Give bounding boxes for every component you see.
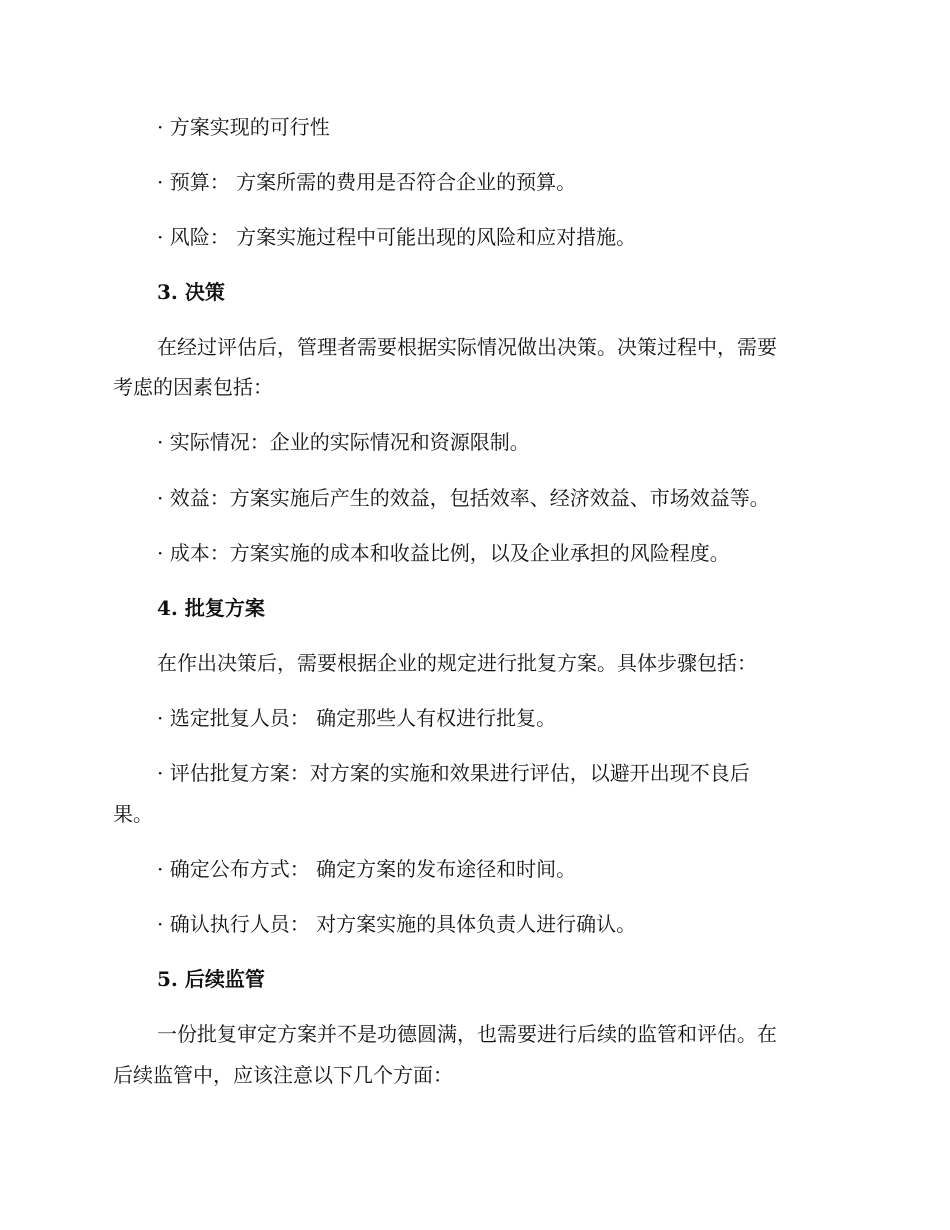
paragraph-decision-line-1: 在经过评估后，管理者需要根据实际情况做出决策。决策过程中，需要: [157, 335, 777, 359]
section-heading-approval: 4. 批复方案: [157, 596, 265, 620]
paragraph-supervision-line-1: 一份批复审定方案并不是功德圆满，也需要进行后续的监管和评估。在: [157, 1022, 777, 1046]
bullet-benefit: · 效益：方案实施后产生的效益，包括效率、经济效益、市场效益等。: [157, 486, 770, 510]
bullet-evaluate-plan-line-2: 果。: [113, 802, 153, 826]
section-heading-decision: 3. 决策: [157, 280, 225, 304]
bullet-risk: · 风险： 方案实施过程中可能出现的风险和应对措施。: [157, 225, 637, 249]
bullet-budget: · 预算： 方案所需的费用是否符合企业的预算。: [157, 170, 577, 194]
bullet-feasibility: · 方案实现的可行性: [157, 115, 330, 139]
bullet-evaluate-plan-line-1: · 评估批复方案：对方案的实施和效果进行评估，以避开出现不良后: [157, 761, 750, 785]
paragraph-decision-line-2: 考虑的因素包括：: [113, 375, 273, 399]
bullet-select-approvers: · 选定批复人员： 确定那些人有权进行批复。: [157, 706, 557, 730]
bullet-publish-method: · 确定公布方式： 确定方案的发布途径和时间。: [157, 857, 577, 881]
paragraph-approval: 在作出决策后，需要根据企业的规定进行批复方案。具体步骤包括：: [157, 651, 757, 675]
bullet-actual-situation: · 实际情况：企业的实际情况和资源限制。: [157, 430, 530, 454]
bullet-confirm-executors: · 确认执行人员： 对方案实施的具体负责人进行确认。: [157, 912, 637, 936]
paragraph-supervision-line-2: 后续监管中，应该注意以下几个方面：: [113, 1063, 453, 1087]
bullet-cost: · 成本：方案实施的成本和收益比例，以及企业承担的风险程度。: [157, 541, 730, 565]
section-heading-supervision: 5. 后续监管: [157, 967, 265, 991]
